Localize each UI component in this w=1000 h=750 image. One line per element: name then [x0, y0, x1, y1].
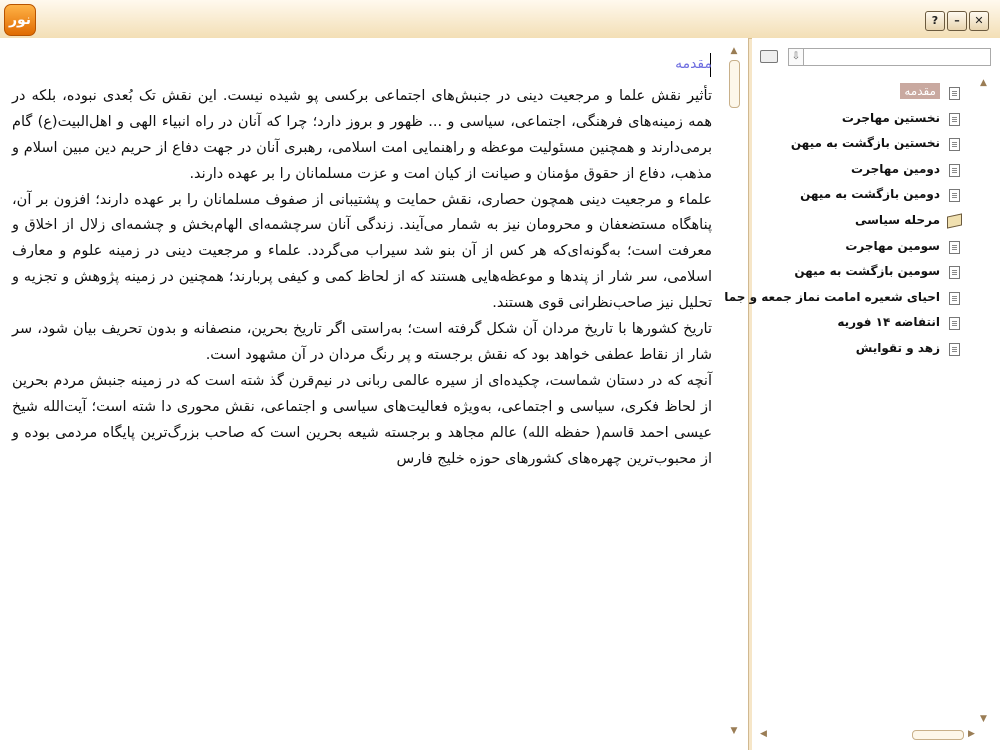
toc-item-label[interactable]: نخستین مهاجرت — [841, 110, 940, 125]
toc-item[interactable] — [752, 81, 966, 107]
scroll-left-icon[interactable]: ◀ — [760, 729, 767, 739]
document-icon — [949, 164, 960, 177]
document-icon — [949, 113, 960, 126]
paragraph: تأثیر نقش علما و مرجعیت دینی در جنبش‌های اجتماعی برکسی پو شیده نیست. این نقش تک بُعدی نبوده، بلکه در همه زمینه‌های فرهنگی، اجتماعی، سیاسی و ... ظهور و بروز دارد؛ چرا که آنان در راه انبیاء الهی و اهل‌البیت(ع) گام برمی‌دارند و همچنین مسئولیت موعظه و راهنمایی امت اسلامی، رهبری آنان در جهت دفاع از حریم دین مبین اسلام و مذهب، دفاع از حقوق مؤمنان و صیانت از کیان امت و عزت مسلمانان را بر عهده دارند. — [12, 87, 712, 182]
search-input[interactable] — [803, 48, 991, 66]
toc-item-label[interactable]: سومین بازگشت به میهن — [794, 264, 940, 279]
document-icon — [949, 343, 960, 356]
help-button[interactable]: ? — [925, 11, 945, 31]
app-logo-icon[interactable]: نور — [4, 4, 36, 36]
toc-item[interactable] — [752, 107, 966, 133]
toc-item-label[interactable]: مرحله سیاسی — [854, 212, 940, 227]
scroll-down-icon[interactable]: ▼ — [980, 714, 987, 724]
scroll-thumb[interactable] — [912, 730, 964, 740]
toc-item-label[interactable]: سومین مهاجرت — [845, 238, 940, 253]
search-icon[interactable]: ⇩ — [788, 48, 804, 66]
toc-item-label[interactable]: مقدمه — [900, 83, 940, 99]
keyboard-icon[interactable] — [760, 50, 778, 63]
title-bar — [0, 0, 1000, 39]
table-of-contents-panel — [724, 38, 1000, 750]
toc-item[interactable] — [752, 235, 966, 261]
scroll-up-icon[interactable]: ▲ — [980, 78, 987, 88]
toc-item[interactable] — [752, 132, 966, 158]
toc-item-label[interactable]: دومین مهاجرت — [851, 161, 940, 176]
scroll-right-icon[interactable]: ▶ — [968, 729, 975, 739]
document-icon — [949, 241, 960, 254]
document-icon — [949, 292, 960, 305]
toc-item[interactable] — [724, 286, 966, 312]
document-icon — [949, 87, 960, 100]
minimize-button[interactable]: – — [947, 11, 967, 31]
document-icon — [949, 138, 960, 151]
document-scrollbar[interactable] — [724, 42, 744, 742]
toc-item-label[interactable]: زهد و تقوایش — [855, 340, 940, 355]
section-heading[interactable]: مقدمه — [675, 56, 712, 72]
toc-horizontal-scrollbar[interactable] — [760, 728, 978, 742]
toc-item[interactable] — [752, 337, 966, 363]
close-button[interactable]: ✕ — [969, 11, 989, 31]
scroll-up-icon[interactable]: ▲ — [730, 46, 738, 56]
toc-item-label[interactable]: دومین بازگشت به میهن — [800, 187, 940, 202]
toc-item[interactable] — [752, 311, 966, 337]
toc-item[interactable] — [752, 158, 966, 184]
scroll-thumb[interactable] — [729, 60, 740, 108]
document-content — [12, 52, 712, 473]
book-icon — [947, 213, 962, 228]
paragraph: علماء و مرجعیت دینی همچون حصاری، نقش حمایت و پشتیبانی از صفوف مسلمانان را بر عهده دارند؛ افزون بر آن، پناهگاه مستضعفان و محرومان نیز به شمار می‌آیند. زندگی آنان سرچشمه‌ای الهام‌بخش و چشمه‌ای زلال از اخلاق و معرفت است؛ به‌گونه‌ای‌که هر کس از آن بنو شد سیراب می‌گردد. علماء و مرجعیت دینی در زمینه علوم و معارف اسلامی، سر شار از پندها و موعظه‌هایی هستند که از لحاظ کمی و کیفی پربارند؛ همچنین در زمینه پژوهش و تجزیه و تحلیل نیز صاحب‌نظرانی قوی هستند. — [12, 191, 712, 312]
toc-tree — [724, 81, 966, 363]
paragraph: تاریخ کشورها با تاریخ مردان آن شکل گرفته است؛ به‌راستی اگر تاریخ بحرین، منصفانه و بدون تحریف بیان شود، سر شار از نقاط عطفی خواهد بود که نقش برجسته و پر رنگ مردان در آن مشهود است. — [12, 321, 712, 363]
document-icon — [949, 266, 960, 279]
paragraph: آنچه که در دستان شماست، چکیده‌ای از سیره عالمی ربانی در نیم‌قرن گذ شته است که در زمینه جنبش مردم بحرین از لحاظ فکری، سیاسی و اجتماعی، به‌ویژه فعالیت‌های سیاسی و اجتماعی، نقش محوری دا شته است؛ آیت‌الله شیخ عیسی احمد قاسم( حفظه الله) عالم مجاهد و برجسته شیعه بحرین است که صاحب بزرگ‌ترین پایگاه مردمی بوده و از محبوب‌ترین چهره‌های کشورهای حوزه خلیج فارس — [12, 372, 712, 467]
toc-item-label[interactable]: احیای شعیره امامت نماز جمعه و جما — [724, 289, 940, 304]
toc-item-label[interactable]: نخستین بازگشت به م‍یهن — [790, 136, 940, 151]
toc-item[interactable] — [752, 260, 966, 286]
scroll-down-icon[interactable]: ▼ — [730, 726, 738, 736]
toc-scrollbar[interactable] — [978, 78, 992, 728]
document-icon — [949, 317, 960, 330]
toc-item[interactable] — [752, 183, 966, 209]
search-bar — [760, 48, 992, 66]
document-icon — [949, 189, 960, 202]
toc-item[interactable] — [752, 209, 966, 235]
toc-item-label[interactable]: انتفاضه ۱۴ فوریه — [837, 315, 940, 330]
